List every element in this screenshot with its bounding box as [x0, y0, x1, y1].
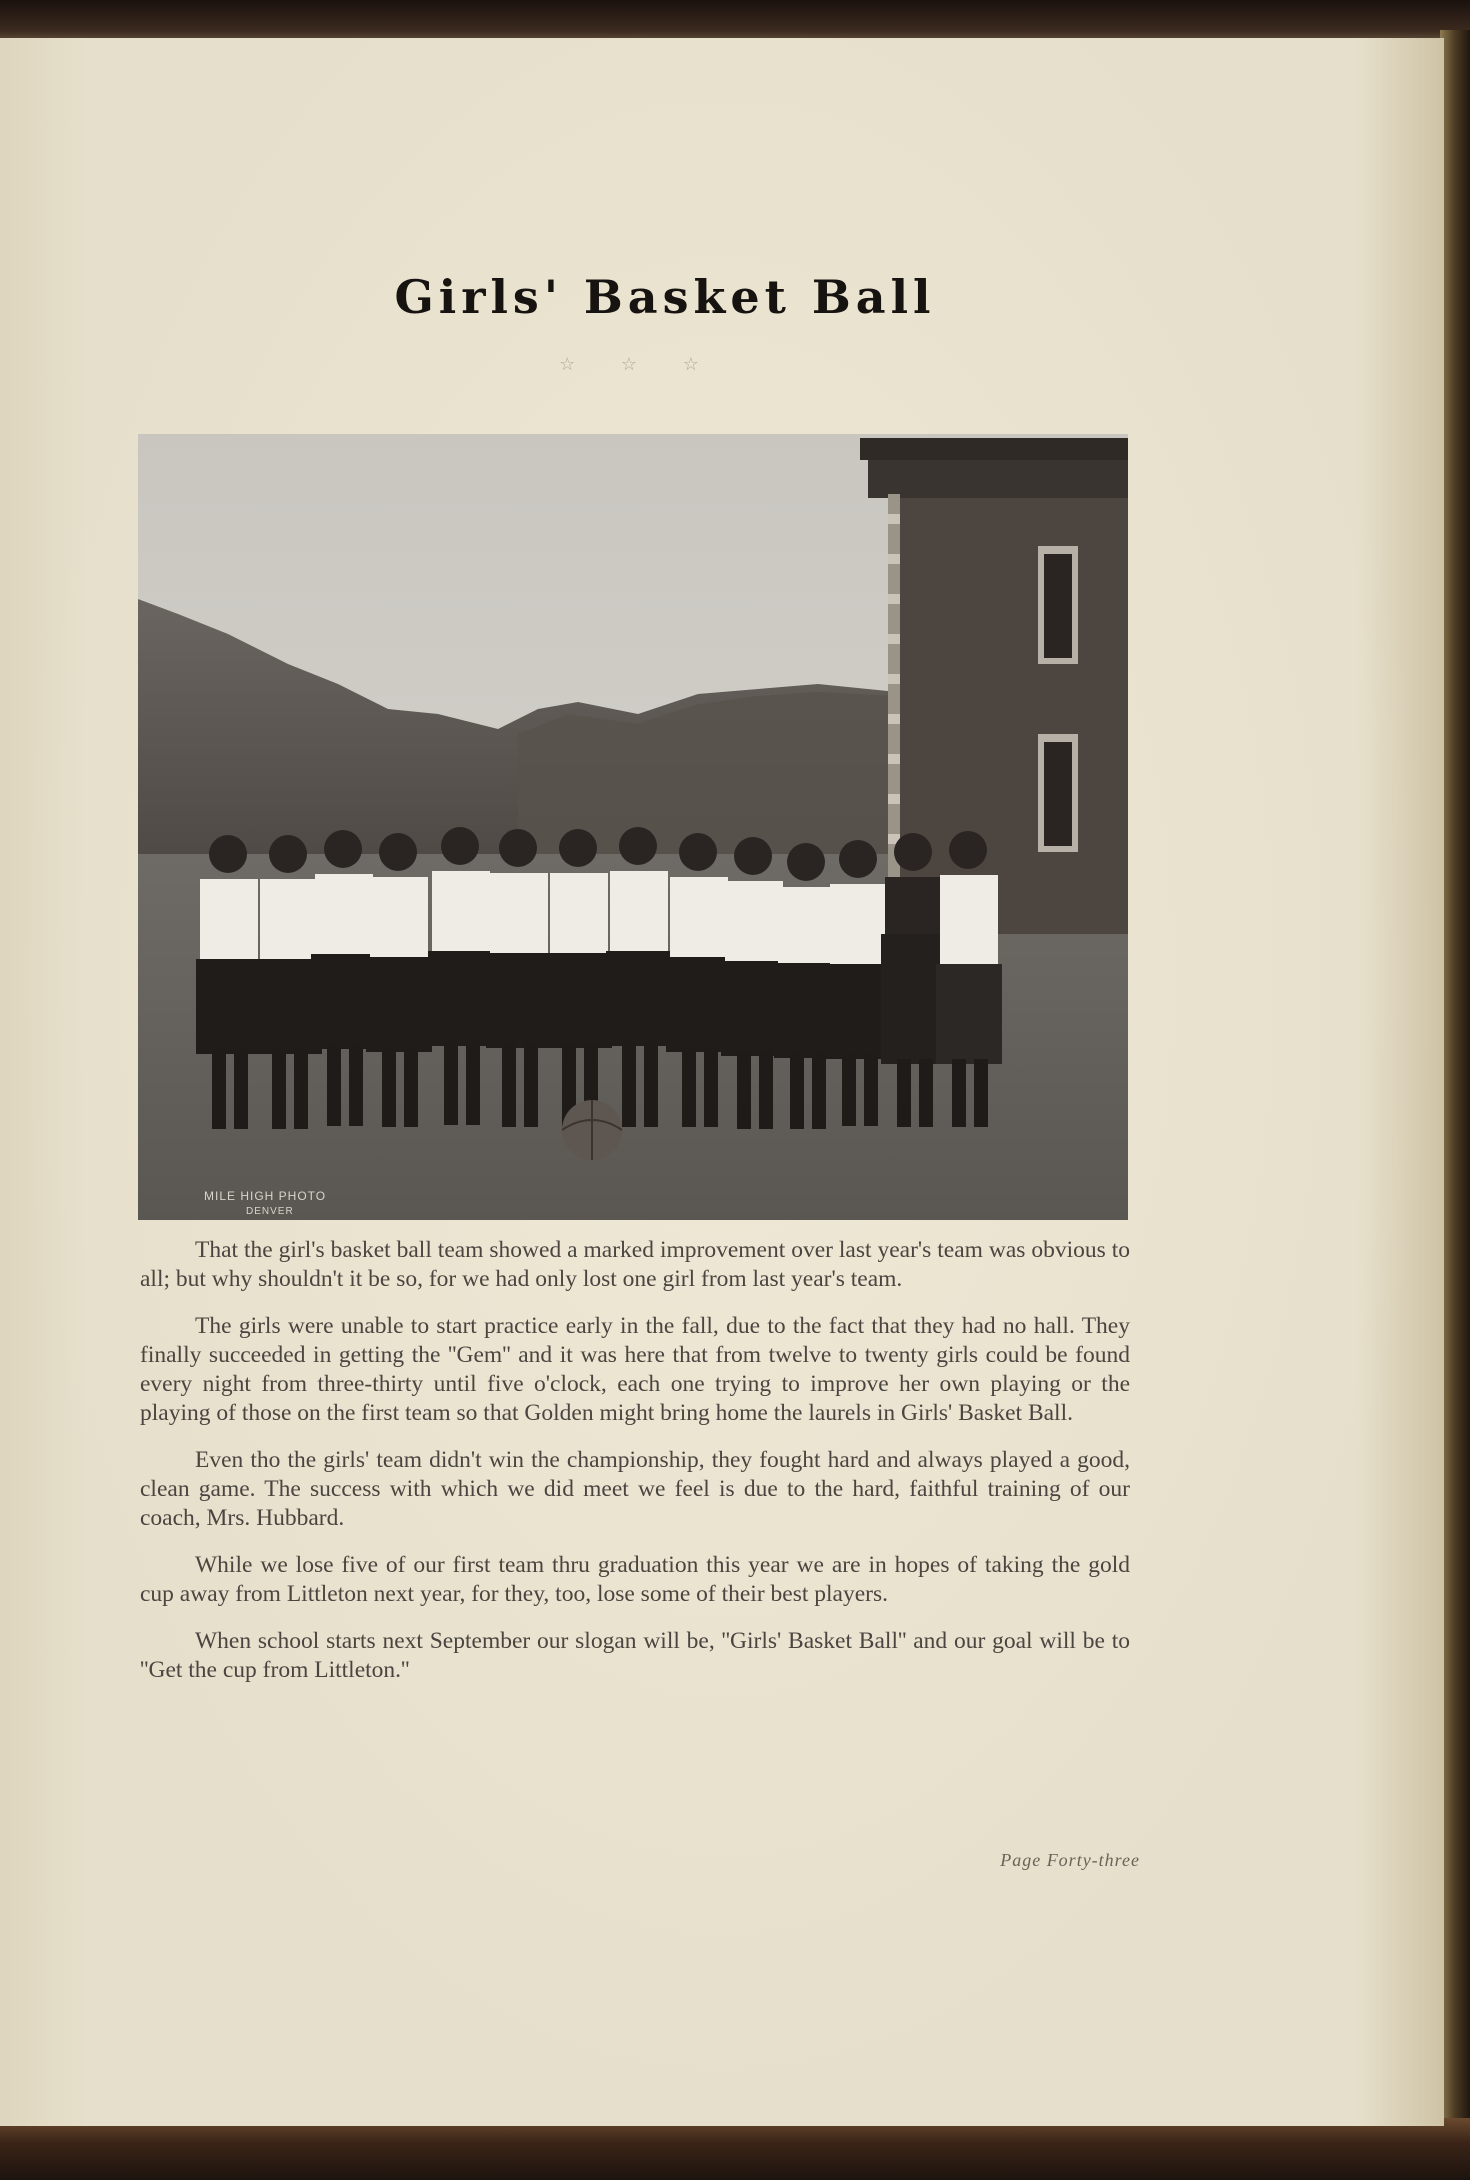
article-paragraph: That the girl's basket ball team showed a marked improvement over last year's team was obvious to all; but why shouldn't it be so, for we had only lost one girl from last year's team. [140, 1237, 1130, 1292]
page-number: Page Forty-three [1000, 1850, 1140, 1870]
book-bottom-edge [0, 2118, 1470, 2180]
photo-imprint-line1: MILE HIGH PHOTO [204, 1189, 327, 1203]
page-title: Girls' Basket Ball [394, 270, 936, 324]
article-paragraph: Even tho the girls' team didn't win the championship, they fought hard and always played a good, clean game. The success with which we did meet we feel is due to the hard, faithful training of our coach, Mrs. Hubbard. [140, 1447, 1130, 1531]
yearbook-page [0, 38, 1444, 2126]
book-right-edge [1440, 30, 1470, 2130]
article-paragraph: When school starts next September our slogan will be, ''Girls' Basket Ball'' and our goal will be to ''Get the cup from Littleton.'' [140, 1628, 1130, 1683]
article-body [140, 1236, 1130, 1703]
team-photograph [138, 434, 1128, 1220]
article-paragraph: The girls were unable to start practice early in the fall, due to the fact that they had no hall. They finally succeeded in getting the ''Gem'' and it was here that from twelve to twenty girls could be found every night from three-thirty until five o'clock, each one trying to improve her own playing or the playing of those on the first team so that Golden might bring home the laurels in Girls' Basket Ball. [140, 1313, 1130, 1426]
photo-imprint-line2: DENVER [246, 1206, 294, 1217]
star-ornament: ☆ ☆ ☆ [559, 354, 719, 375]
article-paragraph: While we lose five of our first team thru graduation this year we are in hopes of taking the gold cup away from Littleton next year, for they, too, lose some of their best players. [140, 1552, 1130, 1607]
team-photo-illustration [138, 434, 1128, 1220]
